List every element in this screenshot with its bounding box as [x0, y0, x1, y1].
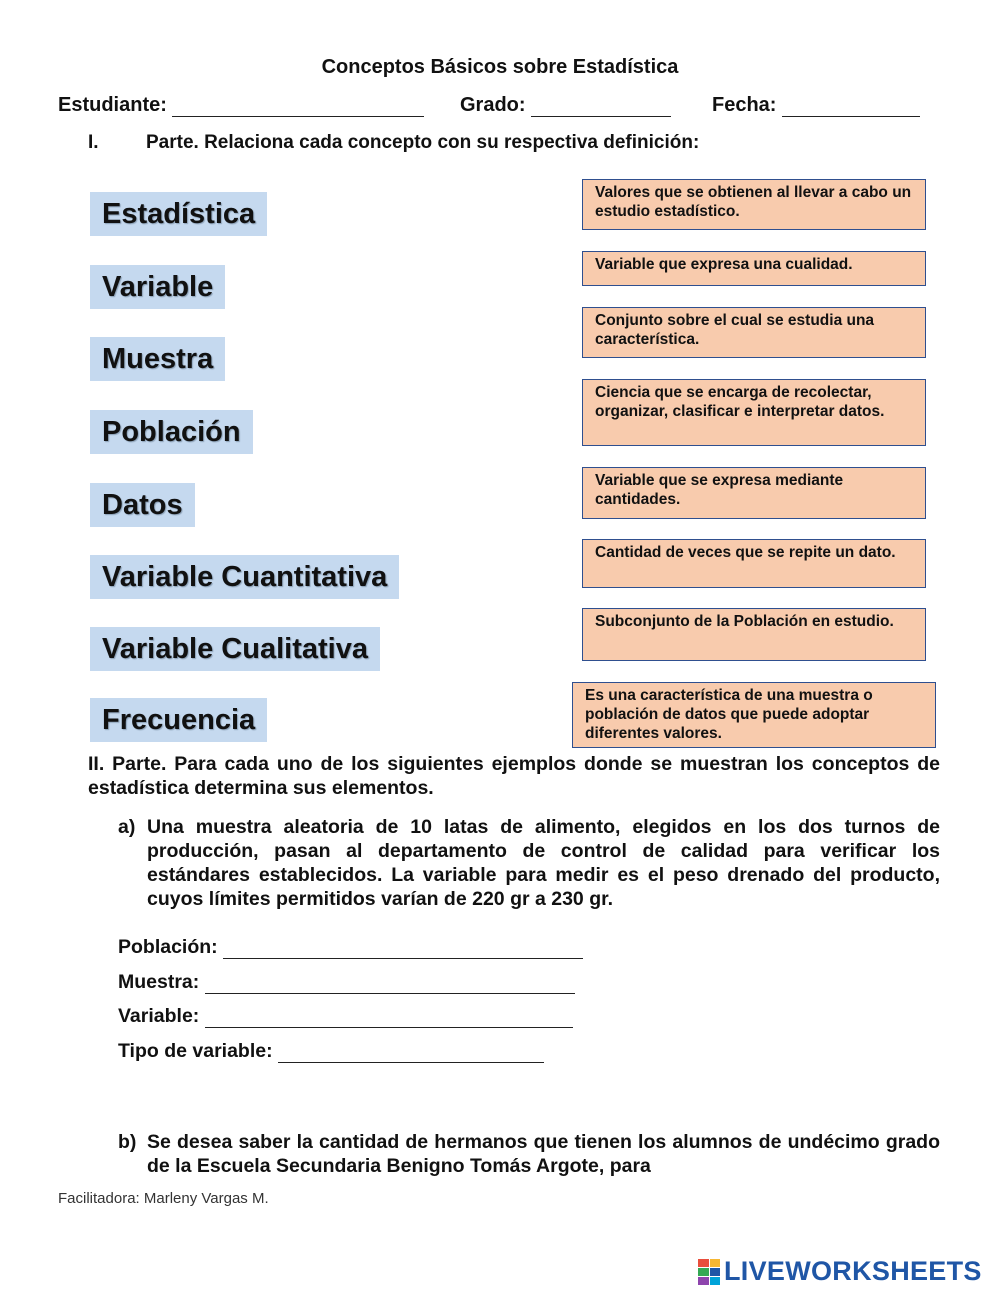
concept-variable[interactable]: Variable	[90, 265, 225, 309]
student-label: Estudiante:	[58, 94, 167, 116]
definition-box[interactable]: Valores que se obtienen al llevar a cabo un estudio estadístico.	[582, 179, 926, 230]
population-line	[118, 936, 583, 959]
student-input[interactable]	[172, 96, 424, 117]
date-input[interactable]	[782, 96, 920, 117]
example-a	[118, 815, 940, 911]
worksheet-title: Conceptos Básicos sobre Estadística	[321, 56, 679, 78]
concept-variable-cualitativa[interactable]: Variable Cualitativa	[90, 627, 380, 671]
variable-line	[118, 1005, 573, 1028]
concept-muestra[interactable]: Muestra	[90, 337, 225, 381]
student-line	[58, 94, 424, 117]
concept-poblacion[interactable]: Población	[90, 410, 253, 454]
facilitator-footer: Facilitadora: Marleny Vargas M.	[58, 1190, 269, 1207]
definition-box[interactable]: Variable que expresa una cualidad.	[582, 251, 926, 286]
definition-box[interactable]: Es una característica de una muestra o población de datos que puede adoptar diferentes valores.	[572, 682, 936, 748]
variable-type-label: Tipo de variable:	[118, 1040, 273, 1062]
date-label: Fecha:	[712, 94, 777, 116]
variable-type-input[interactable]	[278, 1042, 544, 1063]
liveworksheets-logo-icon	[698, 1259, 720, 1285]
concept-variable-cuantitativa[interactable]: Variable Cuantitativa	[90, 555, 399, 599]
definition-box[interactable]: Ciencia que se encarga de recolectar, organizar, clasificar e interpretar datos.	[582, 379, 926, 446]
definition-box[interactable]: Cantidad de veces que se repite un dato.	[582, 539, 926, 588]
sample-input[interactable]	[205, 973, 575, 994]
example-a-text: Una muestra aleatoria de 10 latas de alimento, elegidos en los dos turnos de producción, pasan al departamento de control de calidad para verificar los estándares establecidos. La variable para medir es el peso drenado del producto, cuyos límites permitidos varían de 220 gr a 230 gr.	[147, 816, 940, 910]
population-label: Población:	[118, 936, 218, 958]
variable-label: Variable:	[118, 1005, 200, 1027]
example-b	[118, 1130, 940, 1178]
variable-type-line	[118, 1040, 544, 1063]
concept-estadistica[interactable]: Estadística	[90, 192, 267, 236]
grade-label: Grado:	[460, 94, 526, 116]
variable-input[interactable]	[205, 1007, 573, 1028]
sample-line	[118, 971, 575, 994]
grade-input[interactable]	[531, 96, 671, 117]
definition-box[interactable]: Conjunto sobre el cual se estudia una característica.	[582, 307, 926, 358]
sample-label: Muestra:	[118, 971, 200, 993]
liveworksheets-wordmark: LIVEWORKSHEETS	[724, 1256, 982, 1286]
date-line	[712, 94, 920, 117]
example-b-text: Se desea saber la cantidad de hermanos que tienen los alumnos de undécimo grado de la Escuela Secundaria Benigno Tomás Argote, para	[147, 1131, 940, 1177]
liveworksheets-brand[interactable]	[698, 1256, 982, 1287]
definition-box[interactable]: Variable que se expresa mediante cantidades.	[582, 467, 926, 519]
part1-instruction: Parte. Relaciona cada concepto con su respectiva definición:	[146, 132, 700, 153]
concept-frecuencia[interactable]: Frecuencia	[90, 698, 267, 742]
grade-line	[460, 94, 671, 117]
part1-heading	[88, 132, 699, 154]
example-a-label: a)	[118, 816, 136, 838]
part2-instruction: II. Parte. Para cada uno de los siguientes ejemplos donde se muestran los conceptos de estadística determina sus elementos.	[88, 753, 940, 799]
concept-datos[interactable]: Datos	[90, 483, 195, 527]
example-b-label: b)	[118, 1131, 137, 1153]
definition-box[interactable]: Subconjunto de la Población en estudio.	[582, 608, 926, 661]
part1-number: I.	[88, 132, 99, 153]
population-input[interactable]	[223, 938, 583, 959]
